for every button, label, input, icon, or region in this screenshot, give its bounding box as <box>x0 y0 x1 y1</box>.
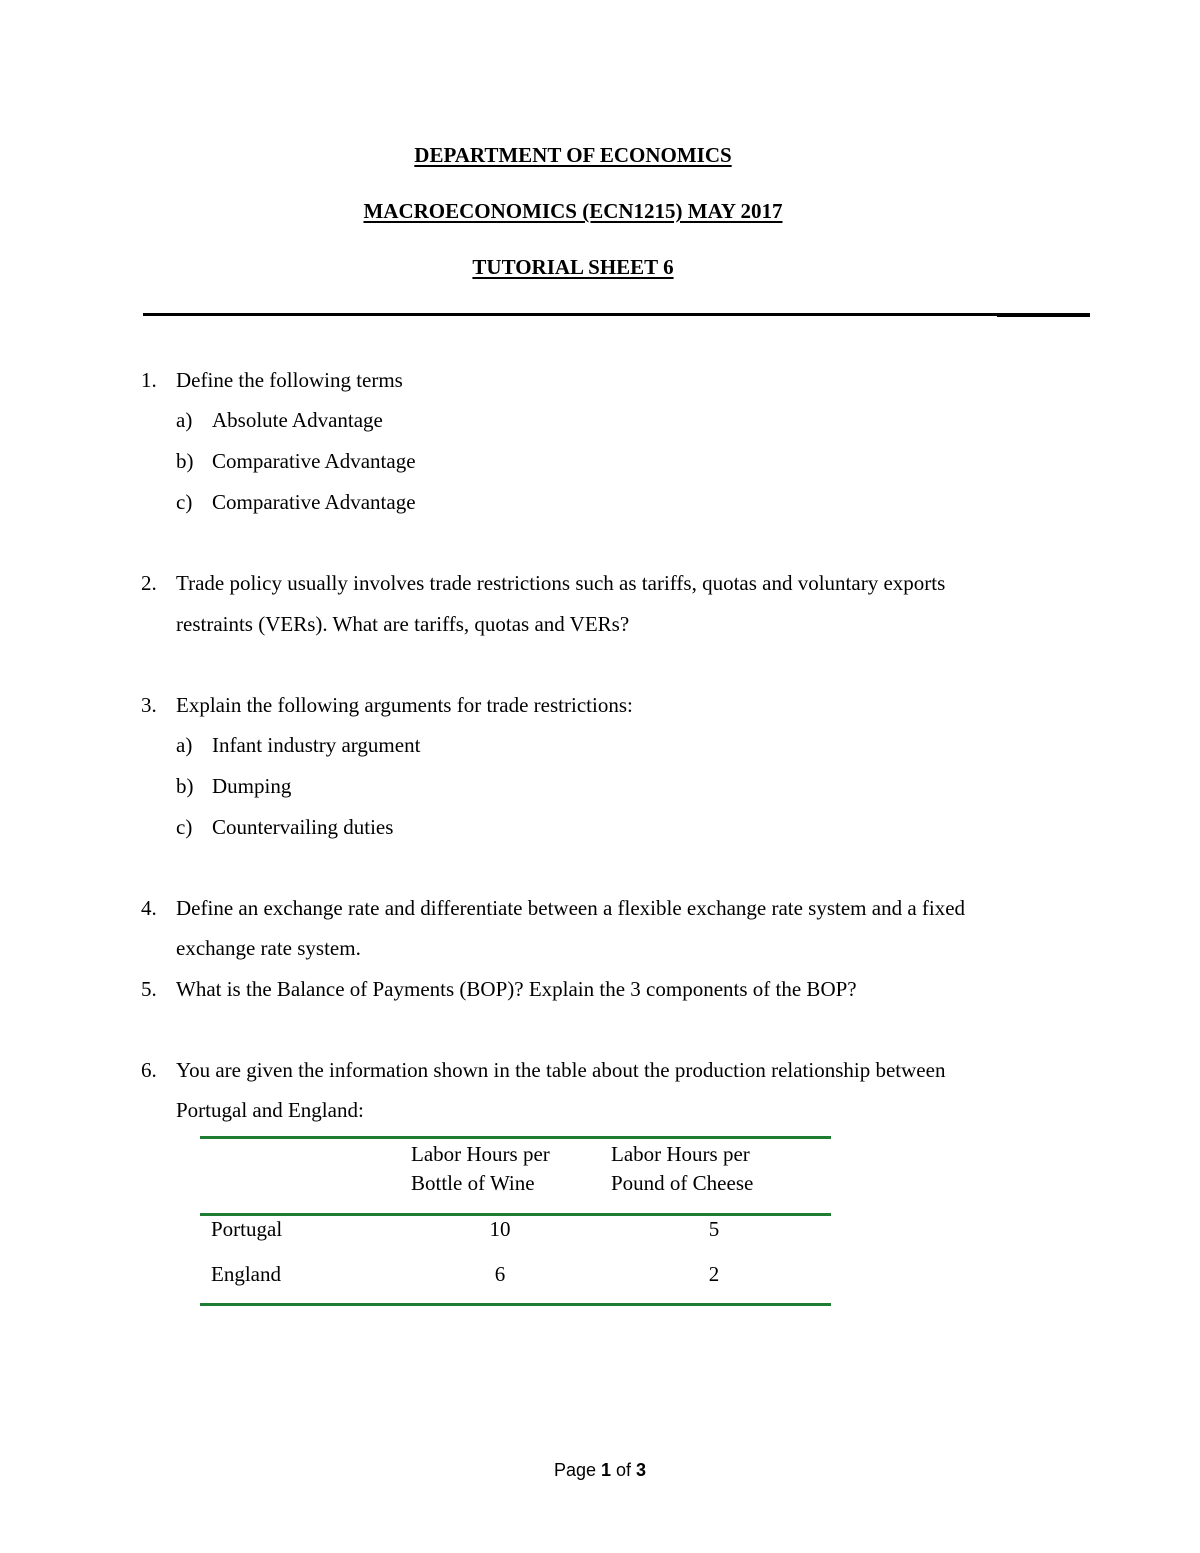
question-6-number: 6. <box>141 1058 157 1082</box>
question-2-number: 2. <box>141 571 157 595</box>
header-divider <box>143 313 1090 316</box>
table-top-rule <box>200 1136 831 1139</box>
column-header-wine-line-1: Labor Hours per <box>411 1142 550 1166</box>
page-current: 1 <box>601 1460 612 1480</box>
question-1-number: 1. <box>141 368 157 392</box>
course-title: MACROECONOMICS (ECN1215) MAY 2017 <box>363 199 783 223</box>
question-5-text: What is the Balance of Payments (BOP)? Explain the 3 components of the BOP? <box>176 977 857 1001</box>
question-4-number: 4. <box>141 896 157 920</box>
question-3a-text: Infant industry argument <box>212 733 421 757</box>
table-row-country: Portugal <box>211 1217 283 1241</box>
column-header-wine <box>411 1140 550 1198</box>
question-6-line-2: Portugal and England: <box>176 1098 364 1122</box>
table-row-country: England <box>211 1262 281 1286</box>
question-3b-label: b) <box>176 774 194 798</box>
question-1-text: Define the following terms <box>176 368 403 392</box>
department-title: DEPARTMENT OF ECONOMICS <box>414 143 732 167</box>
question-2-line-2: restraints (VERs). What are tariffs, quotas and VERs? <box>176 612 630 636</box>
column-header-cheese-line-2: Pound of Cheese <box>611 1171 754 1195</box>
question-5-number: 5. <box>141 977 157 1001</box>
column-header-wine-line-2: Bottle of Wine <box>411 1171 535 1195</box>
question-1c-label: c) <box>176 490 193 514</box>
question-6-line-1: You are given the information shown in the table about the production relationship between <box>176 1058 946 1082</box>
question-4-line-2: exchange rate system. <box>176 936 361 960</box>
question-1a-label: a) <box>176 408 193 432</box>
table-cell-cheese: 2 <box>708 1262 720 1286</box>
question-3-text: Explain the following arguments for trade restrictions: <box>176 693 633 717</box>
column-header-cheese <box>611 1140 753 1198</box>
question-3a-label: a) <box>176 733 193 757</box>
question-3c-text: Countervailing duties <box>212 815 394 839</box>
page-middle: of <box>611 1460 637 1480</box>
question-4-line-1: Define an exchange rate and differentiate between a flexible exchange rate system and a fixed <box>176 896 966 920</box>
question-2-line-1: Trade policy usually involves trade restrictions such as tariffs, quotas and voluntary exports <box>176 571 946 595</box>
page-footer <box>0 1460 1200 1481</box>
question-1b-label: b) <box>176 449 194 473</box>
question-3-number: 3. <box>141 693 157 717</box>
question-3c-label: c) <box>176 815 193 839</box>
table-bottom-rule <box>200 1303 831 1306</box>
table-cell-wine: 10 <box>489 1217 511 1241</box>
page-total: 3 <box>636 1460 647 1480</box>
tutorial-sheet-title: TUTORIAL SHEET 6 <box>472 255 674 279</box>
table-cell-wine: 6 <box>494 1262 506 1286</box>
question-3b-text: Dumping <box>212 774 292 798</box>
question-1a-text: Absolute Advantage <box>212 408 383 432</box>
question-1b-text: Comparative Advantage <box>212 449 416 473</box>
page-prefix: Page <box>553 1460 601 1480</box>
header-divider-end <box>997 315 1090 317</box>
column-header-cheese-line-1: Labor Hours per <box>611 1142 750 1166</box>
table-cell-cheese: 5 <box>708 1217 720 1241</box>
question-1c-text: Comparative Advantage <box>212 490 416 514</box>
